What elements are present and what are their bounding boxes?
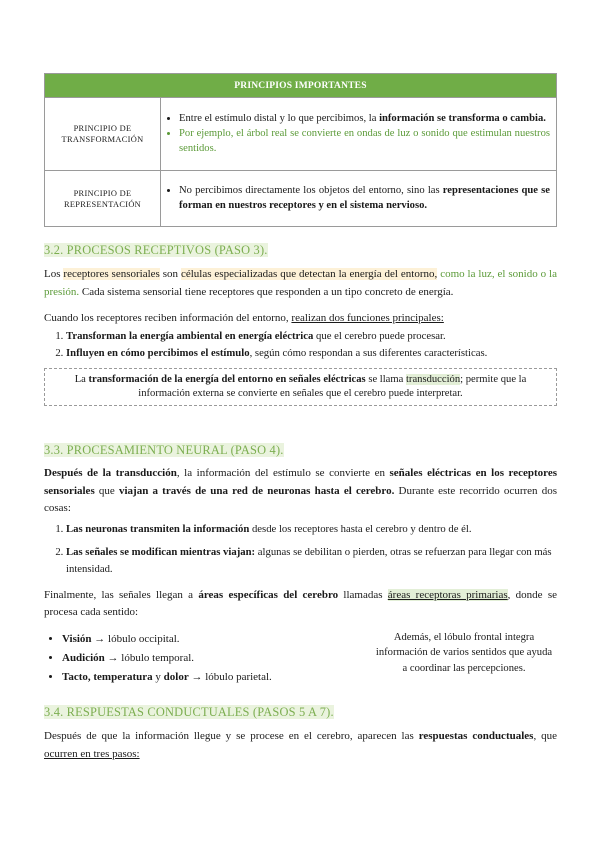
neural-list xyxy=(44,521,557,578)
section-3-2 xyxy=(44,243,557,406)
document-page xyxy=(44,73,557,760)
list-item: • Por ejemplo, el árbol real se convierte en ondas de luz o sonido que estimulan nuestros sentidos. xyxy=(179,127,550,156)
table-header: PRINCIPIOS IMPORTANTES xyxy=(45,74,557,98)
list-item: 1. Las neuronas transmiten la información desde los receptores hasta el cerebro y dentro de él. xyxy=(66,521,557,538)
row-label-representation: PRINCIPIO DE REPRESENTACIÓN xyxy=(45,171,161,227)
section-3-3 xyxy=(44,443,557,690)
section-heading: 3.2. PROCESOS RECEPTIVOS (PASO 3). xyxy=(44,243,268,257)
senses-block xyxy=(44,630,557,690)
list-item: 1. Transforman la energía ambiental en energía eléctrica que el cerebro puede procesar. xyxy=(66,328,557,345)
list-item: • Audición → lóbulo temporal. xyxy=(62,649,557,668)
section-heading: 3.4. RESPUESTAS CONDUCTUALES (PASOS 5 A 7). xyxy=(44,705,334,719)
frontal-lobe-note: Además, el lóbulo frontal integra información de varios sentidos que ayuda a coordinar las percepciones. xyxy=(375,631,553,674)
row-content-representation xyxy=(161,171,557,227)
list-item: • No percibimos directamente los objetos del entorno, sino las representaciones que se forman en nuestros receptores y en el sistema nervioso. xyxy=(179,184,550,213)
list-item: 2. Las señales se modifican mientras viajan: algunas se debilitan o pierden, otras se refuerzan para llegar con más intensidad. xyxy=(66,544,557,578)
paragraph: Después de que la información llegue y se procese en el cerebro, aparecen las respuestas conductuales, que ocurren en tres pasos: xyxy=(44,730,557,760)
section-heading: 3.3. PROCESAMIENTO NEURAL (PASO 4). xyxy=(44,443,284,457)
list-item: 2. Influyen en cómo percibimos el estímulo, según cómo respondan a sus diferentes características. xyxy=(66,345,557,362)
row-label-transformation: PRINCIPIO DE TRANSFORMACIÓN xyxy=(45,98,161,171)
paragraph: Finalmente, las señales llegan a áreas específicas del cerebro llamadas áreas receptoras primarias, donde se procesa cada sentido: xyxy=(44,588,557,618)
principles-table xyxy=(44,73,557,227)
paragraph: Los receptores sensoriales son células especializadas que detectan la energía del entorno, como la luz, el sonido o la presión. Cada sistema sensorial tiene receptores que responden a un tipo concreto de energía. xyxy=(44,268,557,298)
row-content-transformation xyxy=(161,98,557,171)
list-item: • Tacto, temperatura y dolor → lóbulo parietal. xyxy=(62,668,557,687)
paragraph: Después de la transducción, la información del estímulo se convierte en señales eléctricas en los receptores sensoriales que viajan a través de una red de neuronas hasta el cerebro. Durante este recorrido ocurren dos cosas: xyxy=(44,467,557,514)
section-3-4 xyxy=(44,705,557,763)
functions-list xyxy=(44,328,557,362)
transduction-box: La transformación de la energía del entorno en señales eléctricas se llama transducción; permite que la información externa se convierte en señales que el cerebro puede interpretar. xyxy=(44,368,557,406)
list-item: • Visión → lóbulo occipital. xyxy=(62,630,557,649)
list-item: • Entre el estímulo distal y lo que percibimos, la información se transforma o cambia. xyxy=(179,112,550,127)
paragraph: Cuando los receptores reciben información del entorno, realizan dos funciones principales: xyxy=(44,312,444,324)
